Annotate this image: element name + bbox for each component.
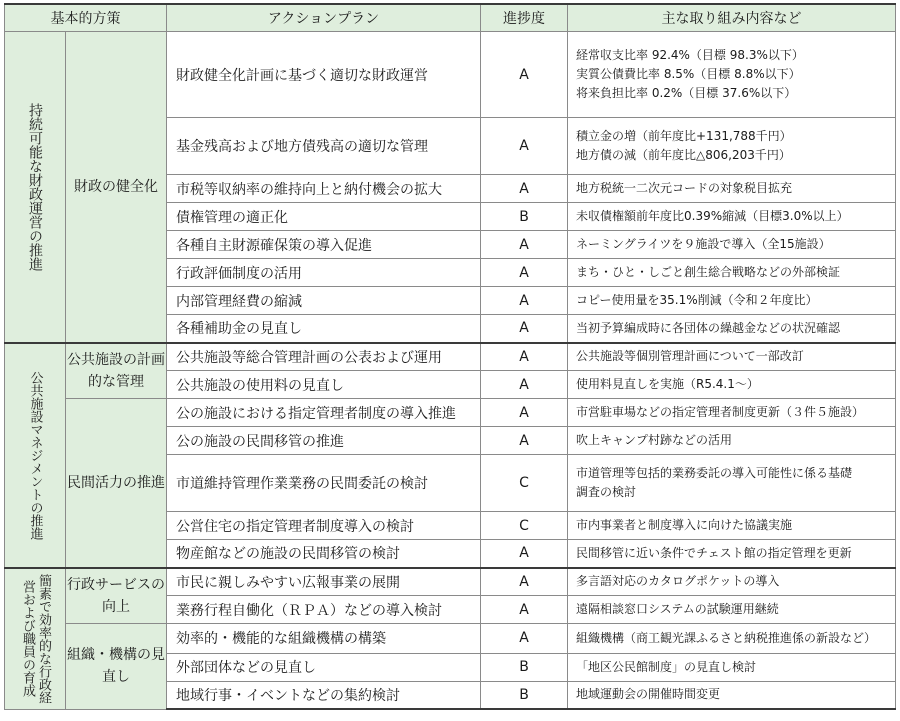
category-facility-management: 公共施設マネジメントの推進 bbox=[27, 370, 43, 540]
progress-grade: A bbox=[481, 399, 568, 427]
action-text: 効率的・機能的な組織機構の構築 bbox=[167, 624, 481, 654]
detail-line: 「地区公民館制度」の見直し検討 bbox=[568, 653, 896, 681]
category-cell bbox=[5, 32, 66, 343]
subcategory-financial-health: 財政の健全化 bbox=[66, 32, 167, 343]
progress-grade: B bbox=[481, 203, 568, 231]
progress-grade: A bbox=[481, 287, 568, 315]
action-text: 基金残高および地方債残高の適切な管理 bbox=[167, 118, 481, 175]
detail-line: 市営駐車場などの指定管理者制度更新（３件５施設） bbox=[568, 399, 896, 427]
progress-grade: A bbox=[481, 624, 568, 654]
category-financial: 持続可能な財政運営の推進 bbox=[27, 102, 43, 271]
action-text: 公営住宅の指定管理者制度導入の検討 bbox=[167, 512, 481, 540]
category-administration: 簡素で効率的な行政経営および職員の育成 bbox=[20, 573, 51, 704]
action-text: 市税等収納率の維持向上と納付機会の拡大 bbox=[167, 175, 481, 203]
detail-line: 民間移管に近い条件でチェスト館の指定管理を更新 bbox=[568, 540, 896, 568]
subcategory-private-vitality: 民間活力の推進 bbox=[66, 399, 167, 568]
details-cell bbox=[568, 32, 896, 118]
action-text: 業務行程自働化（ＲＰＡ）などの導入検討 bbox=[167, 596, 481, 624]
header-policy: 基本的方策 bbox=[5, 4, 167, 32]
action-text: 各種補助金の見直し bbox=[167, 315, 481, 343]
action-plan-table bbox=[4, 3, 896, 710]
action-plan-table-wrapper bbox=[4, 3, 895, 718]
action-text: 物産館などの施設の民間移管の検討 bbox=[167, 540, 481, 568]
progress-grade: B bbox=[481, 653, 568, 681]
detail-line: 経常収支比率 92.4%（目標 98.3%以下） bbox=[576, 48, 804, 62]
progress-grade: A bbox=[481, 568, 568, 596]
action-text: 各種自主財源確保策の導入促進 bbox=[167, 231, 481, 259]
action-text: 市道維持管理作業業務の民間委託の検討 bbox=[167, 455, 481, 512]
action-text: 外部団体などの見直し bbox=[167, 653, 481, 681]
subcategory-service-improvement: 行政サービスの向上 bbox=[66, 568, 167, 624]
detail-line: 地方税統一二次元コードの対象税目拡充 bbox=[568, 175, 896, 203]
detail-line: 吹上キャンプ村跡などの活用 bbox=[568, 427, 896, 455]
progress-grade: A bbox=[481, 32, 568, 118]
detail-line: 調査の検討 bbox=[576, 485, 637, 499]
detail-line: 地域運動会の開催時間変更 bbox=[568, 681, 896, 709]
detail-line: 当初予算編成時に各団体の繰越金などの状況確認 bbox=[568, 315, 896, 343]
action-text: 公共施設の使用料の見直し bbox=[167, 371, 481, 399]
detail-line: 未収債権額前年度比0.39%縮減（目標3.0%以上） bbox=[568, 203, 896, 231]
detail-line: 使用料見直しを実施（R5.4.1〜） bbox=[568, 371, 896, 399]
action-text: 地域行事・イベントなどの集約検討 bbox=[167, 681, 481, 709]
table-row bbox=[5, 399, 896, 427]
progress-grade: A bbox=[481, 231, 568, 259]
action-text: 行政評価制度の活用 bbox=[167, 259, 481, 287]
detail-line: ネーミングライツを９施設で導入（全15施設） bbox=[568, 231, 896, 259]
detail-line: 積立金の増（前年度比+131,788千円） bbox=[576, 129, 792, 143]
progress-grade: B bbox=[481, 681, 568, 709]
progress-grade: A bbox=[481, 175, 568, 203]
action-text: 公の施設における指定管理者制度の導入推進 bbox=[167, 399, 481, 427]
table-row bbox=[5, 32, 896, 118]
progress-grade: A bbox=[481, 371, 568, 399]
header-content: 主な取り組み内容など bbox=[568, 4, 896, 32]
subcategory-facility-planning: 公共施設の計画的な管理 bbox=[66, 343, 167, 399]
detail-line: 多言語対応のカタログポケットの導入 bbox=[568, 568, 896, 596]
subcategory-organization-review: 組織・機構の見直し bbox=[66, 624, 167, 710]
details-cell bbox=[568, 118, 896, 175]
progress-grade: C bbox=[481, 512, 568, 540]
detail-line: 市道管理等包括的業務委託の導入可能性に係る基礎 bbox=[576, 466, 853, 480]
detail-line: コピー使用量を35.1%削減（令和２年度比） bbox=[568, 287, 896, 315]
header-action: アクションプラン bbox=[167, 4, 481, 32]
detail-line: 公共施設等個別管理計画について一部改訂 bbox=[568, 343, 896, 371]
progress-grade: A bbox=[481, 315, 568, 343]
header-row bbox=[5, 4, 896, 32]
table-row bbox=[5, 568, 896, 596]
table-row bbox=[5, 624, 896, 654]
detail-line: 実質公債費比率 8.5%（目標 8.8%以下） bbox=[576, 67, 801, 81]
detail-line: 将来負担比率 0.2%（目標 37.6%以下） bbox=[576, 86, 797, 100]
category-cell bbox=[5, 568, 66, 710]
action-text: 公の施設の民間移管の推進 bbox=[167, 427, 481, 455]
header-progress: 進捗度 bbox=[481, 4, 568, 32]
action-text: 公共施設等総合管理計画の公表および運用 bbox=[167, 343, 481, 371]
detail-line: 遠隔相談窓口システムの試験運用継続 bbox=[568, 596, 896, 624]
progress-grade: A bbox=[481, 427, 568, 455]
progress-grade: C bbox=[481, 455, 568, 512]
progress-grade: A bbox=[481, 343, 568, 371]
detail-line: 組織機構（商工観光課ふるさと納税推進係の新設など） bbox=[568, 624, 896, 654]
category-cell bbox=[5, 343, 66, 568]
detail-line: まち・ひと・しごと創生総合戦略などの外部検証 bbox=[568, 259, 896, 287]
action-text: 市民に親しみやすい広報事業の展開 bbox=[167, 568, 481, 596]
table-row bbox=[5, 343, 896, 371]
details-cell bbox=[568, 455, 896, 512]
detail-line: 市内事業者と制度導入に向けた協議実施 bbox=[568, 512, 896, 540]
action-text: 財政健全化計画に基づく適切な財政運営 bbox=[167, 32, 481, 118]
action-text: 債権管理の適正化 bbox=[167, 203, 481, 231]
progress-grade: A bbox=[481, 118, 568, 175]
progress-grade: A bbox=[481, 596, 568, 624]
action-text: 内部管理経費の縮減 bbox=[167, 287, 481, 315]
detail-line: 地方債の減（前年度比△806,203千円） bbox=[576, 148, 791, 162]
progress-grade: A bbox=[481, 540, 568, 568]
progress-grade: A bbox=[481, 259, 568, 287]
